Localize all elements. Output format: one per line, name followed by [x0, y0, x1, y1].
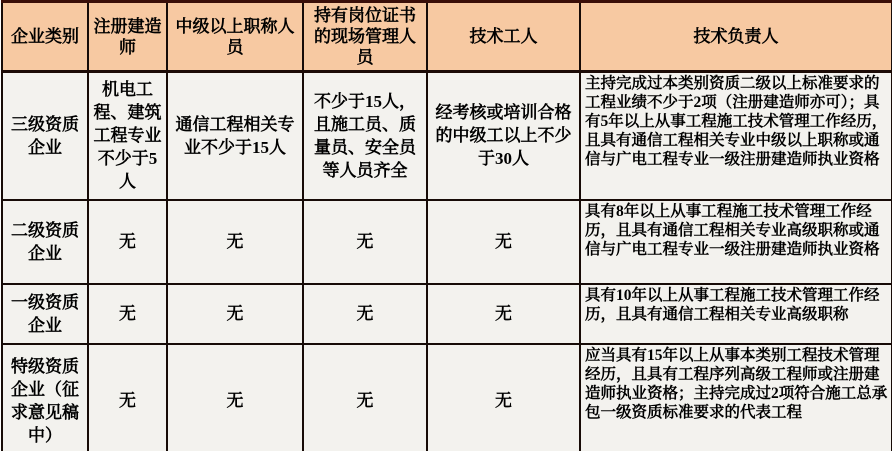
header-site-managers: 持有岗位证书的现场管理人员 — [303, 2, 427, 72]
site-managers-cell: 无 — [303, 344, 427, 451]
site-managers-cell: 不少于15人，且施工员、质量员、安全员等人员齐全 — [303, 72, 427, 200]
skilled-workers-cell: 无 — [427, 344, 580, 451]
mid-level-title-cell: 无 — [167, 344, 303, 451]
technical-director-cell: 具有10年以上从事工程施工技术管理工作经历，且具有通信工程相关专业高级职称 — [580, 284, 892, 344]
category-cell: 三级资质企业 — [2, 72, 88, 200]
table-row-level2 — [2, 200, 892, 284]
header-registered-constructor: 注册建造师 — [88, 2, 167, 72]
mid-level-title-cell: 通信工程相关专业不少于15人 — [167, 72, 303, 200]
registered-constructor-cell: 机电工程、建筑工程专业不少于5人 — [88, 72, 167, 200]
mid-level-title-cell: 无 — [167, 200, 303, 284]
registered-constructor-cell: 无 — [88, 200, 167, 284]
site-managers-cell: 无 — [303, 200, 427, 284]
skilled-workers-cell: 无 — [427, 284, 580, 344]
skilled-workers-cell: 经考核或培训合格的中级工以上不少于30人 — [427, 72, 580, 200]
registered-constructor-cell: 无 — [88, 344, 167, 451]
qualification-table — [1, 0, 892, 451]
technical-director-cell: 主持完成过本类别资质二级以上标准要求的工程业绩不少于2项（注册建造师亦可）；具有5年以上从事工程施工技术管理工作经历，且具有通信工程相关专业中级以上职称或通信与广电工程专业一级注册建造师执业资格 — [580, 72, 892, 200]
table-row-level3 — [2, 72, 892, 200]
header-row — [2, 2, 892, 72]
header-technical-director: 技术负责人 — [580, 2, 892, 72]
header-category: 企业类别 — [2, 2, 88, 72]
header-skilled-workers: 技术工人 — [427, 2, 580, 72]
header-mid-level-title: 中级以上职称人员 — [167, 2, 303, 72]
site-managers-cell: 无 — [303, 284, 427, 344]
category-cell: 特级资质企业（征求意见稿中） — [2, 344, 88, 451]
mid-level-title-cell: 无 — [167, 284, 303, 344]
category-cell: 一级资质企业 — [2, 284, 88, 344]
table-row-special — [2, 344, 892, 451]
technical-director-cell: 应当具有15年以上从事本类别工程技术管理经历，且具有工程序列高级工程师或注册建造师执业资格；主持完成过2项符合施工总承包一级资质标准要求的代表工程 — [580, 344, 892, 451]
category-cell: 二级资质企业 — [2, 200, 88, 284]
skilled-workers-cell: 无 — [427, 200, 580, 284]
table-row-level1 — [2, 284, 892, 344]
technical-director-cell: 具有8年以上从事工程施工技术管理工作经历，且具有通信工程相关专业高级职称或通信与广电工程专业一级注册建造师执业资格 — [580, 200, 892, 284]
registered-constructor-cell: 无 — [88, 284, 167, 344]
